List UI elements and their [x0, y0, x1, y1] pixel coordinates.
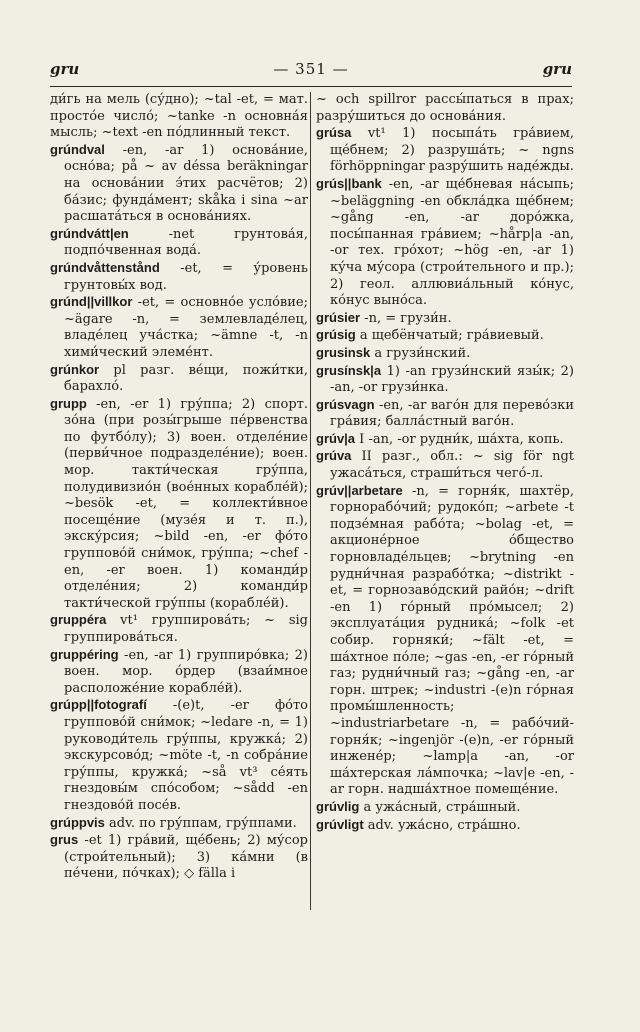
- entry-definition: ди́гь на мель (су́дно); ~tal -et, = мат. просто́е число́; ~tanke -n основна́я мысль; ~text -en по́длинный текст.: [50, 92, 308, 141]
- dictionary-entry: [316, 92, 574, 125]
- entry-definition: adv. ужа́сно, стра́шно.: [363, 817, 521, 833]
- entry-definition: -en, -ar ваго́н для перево́зки гра́вия; балла́стный ваго́н.: [330, 397, 574, 430]
- entry-definition: -en, -er 1) гру́ппа; 2) спорт. зо́на (при розы́грыше пе́рвенства по футбо́лу); 3) воен. отделе́ние (перви́чное подразделе́ние); воен. мор. такти́ческая гру́ппа, полудивизио́н (вое́нных корабле́й); ~besök -et, = коллекти́вное посеще́ние (музе́я и т. п.), экску́рсия; ~bild -en, -er фо́то группово́й сни́мок, гру́ппа; ~chef -en, -er воен. 1) команди́р отделе́ния; 2) команди́р такти́ческой гру́ппы (корабле́й).: [64, 396, 308, 611]
- entry-headword: grúvlig: [316, 798, 360, 814]
- entry-definition: 1) -an грузи́нский язы́к; 2) -an, -or грузи́нка.: [330, 363, 574, 396]
- dictionary-entry: [316, 448, 574, 482]
- entry-definition: -net грунтова́я, подпо́чвенная вода́.: [64, 226, 308, 259]
- entry-definition: -en, -ar 1) основа́ние, осно́ва; på ~ av déssa beräkningar на основа́нии э́тих расчётов; 2) ба́зис; фунда́мент; skåka i sina ~ar расшата́ться в основа́ниях.: [64, 142, 308, 225]
- dictionary-entry: [316, 310, 574, 328]
- entry-headword: grusínsk|a: [316, 362, 382, 378]
- entry-definition: a грузи́нский.: [370, 345, 471, 361]
- entry-headword: gruppéra: [50, 612, 107, 628]
- dictionary-entry: [316, 345, 574, 363]
- dictionary-entry: [50, 92, 308, 142]
- entry-definition: adv. по гру́ппам, гру́ппами.: [104, 815, 297, 831]
- entry-headword: grúnkor: [50, 361, 100, 377]
- entry-headword: grúsig: [316, 327, 356, 343]
- entry-definition: -et, = основно́е усло́вие; ~ägare -n, = землевладе́лец, владе́лец уча́стка; ~ämne -t, -n хими́ческий элеме́нт.: [64, 295, 308, 360]
- entry-headword: grúvligt: [316, 816, 364, 832]
- dictionary-entry: [50, 226, 308, 260]
- dictionary-entry: [316, 483, 574, 799]
- dictionary-entry: [316, 176, 574, 310]
- entry-definition: I -an, -or рудни́к, ша́хта, копь.: [355, 431, 564, 447]
- dictionary-entry: [316, 397, 574, 431]
- entry-definition: II разг., обл.: ~ sig för ngt ужаса́ться, страши́ться чего́-л.: [330, 449, 574, 482]
- entry-headword: grúnd||villkor: [50, 294, 133, 310]
- column-divider: [310, 92, 311, 910]
- entry-headword: grúva: [316, 448, 352, 464]
- entry-headword: grus: [50, 832, 79, 848]
- dictionary-entry: [50, 396, 308, 613]
- dictionary-entry: [50, 647, 308, 698]
- entry-definition: -(e)t, -er фо́то группово́й сни́мок; ~ledare -n, = 1) руководи́тель гру́ппы, кружка́; 2) экскурсово́д; ~möte -t, -n собра́ние гру́ппы, кружка́; ~så vt³ се́ять гнездовы́м спо́собом; ~sådd -en гнездово́й посе́в.: [64, 698, 308, 813]
- right-column: [316, 92, 574, 834]
- entry-definition: -et, = у́ровень грунтовы́х вод.: [64, 260, 308, 293]
- entry-definition: -en, -ar ще́бневая на́сыпь; ~beläggning -en обкла́дка ще́бнем; ~gång -en, -ar доро́жка, посы́панная гра́вием; ~hårp|a -an, -or тех. гро́хот; ~hög -en, -ar 1) ку́ча му́сора (строи́тельного и пр.); 2) геол. аллювиа́льный ко́нус, ко́нус выно́са.: [330, 176, 574, 309]
- entry-definition: -et 1) гра́вий, ще́бень; 2) му́сор (строи́тельный); 3) ка́мни (в пе́чени, по́чках); ◇ fälla i: [64, 833, 308, 882]
- entry-headword: grusinsk: [316, 344, 371, 360]
- dictionary-entry: [316, 327, 574, 345]
- dictionary-entry: [316, 799, 574, 817]
- entry-headword: grúsvagn: [316, 396, 375, 412]
- dictionary-entry: [316, 817, 574, 835]
- header-right-guide-word: gru: [542, 60, 572, 78]
- header-left-guide-word: gru: [50, 60, 80, 78]
- dictionary-entry: [316, 125, 574, 176]
- entry-headword: gruppéring: [50, 646, 119, 662]
- dictionary-entry: [316, 431, 574, 449]
- page-number: — 351 —: [273, 60, 349, 78]
- entry-headword: grupp: [50, 395, 87, 411]
- dictionary-entry: [50, 142, 308, 226]
- dictionary-entry: [50, 362, 308, 396]
- entry-headword: grúv||arbetare: [316, 482, 403, 498]
- dictionary-entry: [50, 815, 308, 833]
- entry-headword: grúsier: [316, 309, 361, 325]
- entry-definition: -en, -ar 1) группиро́вка; 2) воен. мор. о́рдер (взаи́мное расположе́ние корабле́й).: [64, 647, 308, 696]
- entry-definition: a ужа́сный, стра́шный.: [359, 799, 521, 815]
- dictionary-entry: [50, 612, 308, 646]
- entry-definition: pl разг. ве́щи, пожи́тки, барахло́.: [64, 362, 308, 395]
- dictionary-entry: [50, 832, 308, 883]
- page-header: [50, 60, 572, 82]
- entry-definition: vt¹ 1) посыпа́ть гра́вием, ще́бнем; 2) разруша́ть; ~ ngns förhöppningar разру́шить наде́жды.: [330, 126, 574, 175]
- entry-definition: ~ och spillror рассы́паться в прах; разру́шиться до основа́ния.: [316, 92, 574, 124]
- entry-definition: a щебёнчатый; гра́виевый.: [355, 328, 544, 344]
- entry-headword: grúppvis: [50, 814, 105, 830]
- dictionary-entry: [50, 294, 308, 361]
- entry-headword: grúndvátt|en: [50, 225, 129, 241]
- entry-headword: grúpp||fotografí: [50, 697, 147, 713]
- entry-definition: -n, = грузи́н.: [360, 310, 452, 326]
- dictionary-entry: [316, 363, 574, 397]
- entry-headword: grús||bank: [316, 175, 382, 191]
- dictionary-entry: [50, 697, 308, 814]
- left-column: [50, 92, 308, 883]
- entry-headword: grúndval: [50, 141, 105, 157]
- dictionary-entry: [50, 260, 308, 294]
- entry-definition: vt¹ группирова́ть; ~ sig группирова́ться.: [64, 613, 308, 645]
- entry-headword: grúsa: [316, 125, 352, 141]
- entry-definition: -n, = горня́к, шахтёр, горнорабо́чий; рудоко́п; ~arbete -t подзе́мная рабо́та; ~bolag -et, = акционе́рное о́бщество горновладе́льцев; ~brytning -en рудни́чная разрабо́тка; ~distrikt -et, = горнозаво́дский райо́н; ~drift -en 1) го́рный про́мысел; 2) эксплуата́ция рудника́; ~folk -et собир. горняки́; ~fält -et, = ша́хтное по́ле; ~gas -en, -er го́рный газ; рудни́чный газ; ~gång -en, -ar горн. штрек; ~industri -(e)n го́рная промы́шленность; ~industriarbetare -n, = рабо́чий-горня́к; ~ingenjör -(e)n, -er го́рный инжене́р; ~lamp|a -an, -or ша́хтерская ла́мпочка; ~lav|e -en, -ar горн. надша́хтное помеще́ние.: [330, 483, 574, 798]
- header-rule: [50, 86, 572, 87]
- entry-headword: grúv|a: [316, 430, 356, 446]
- entry-headword: grúndvåttenstånd: [50, 259, 160, 275]
